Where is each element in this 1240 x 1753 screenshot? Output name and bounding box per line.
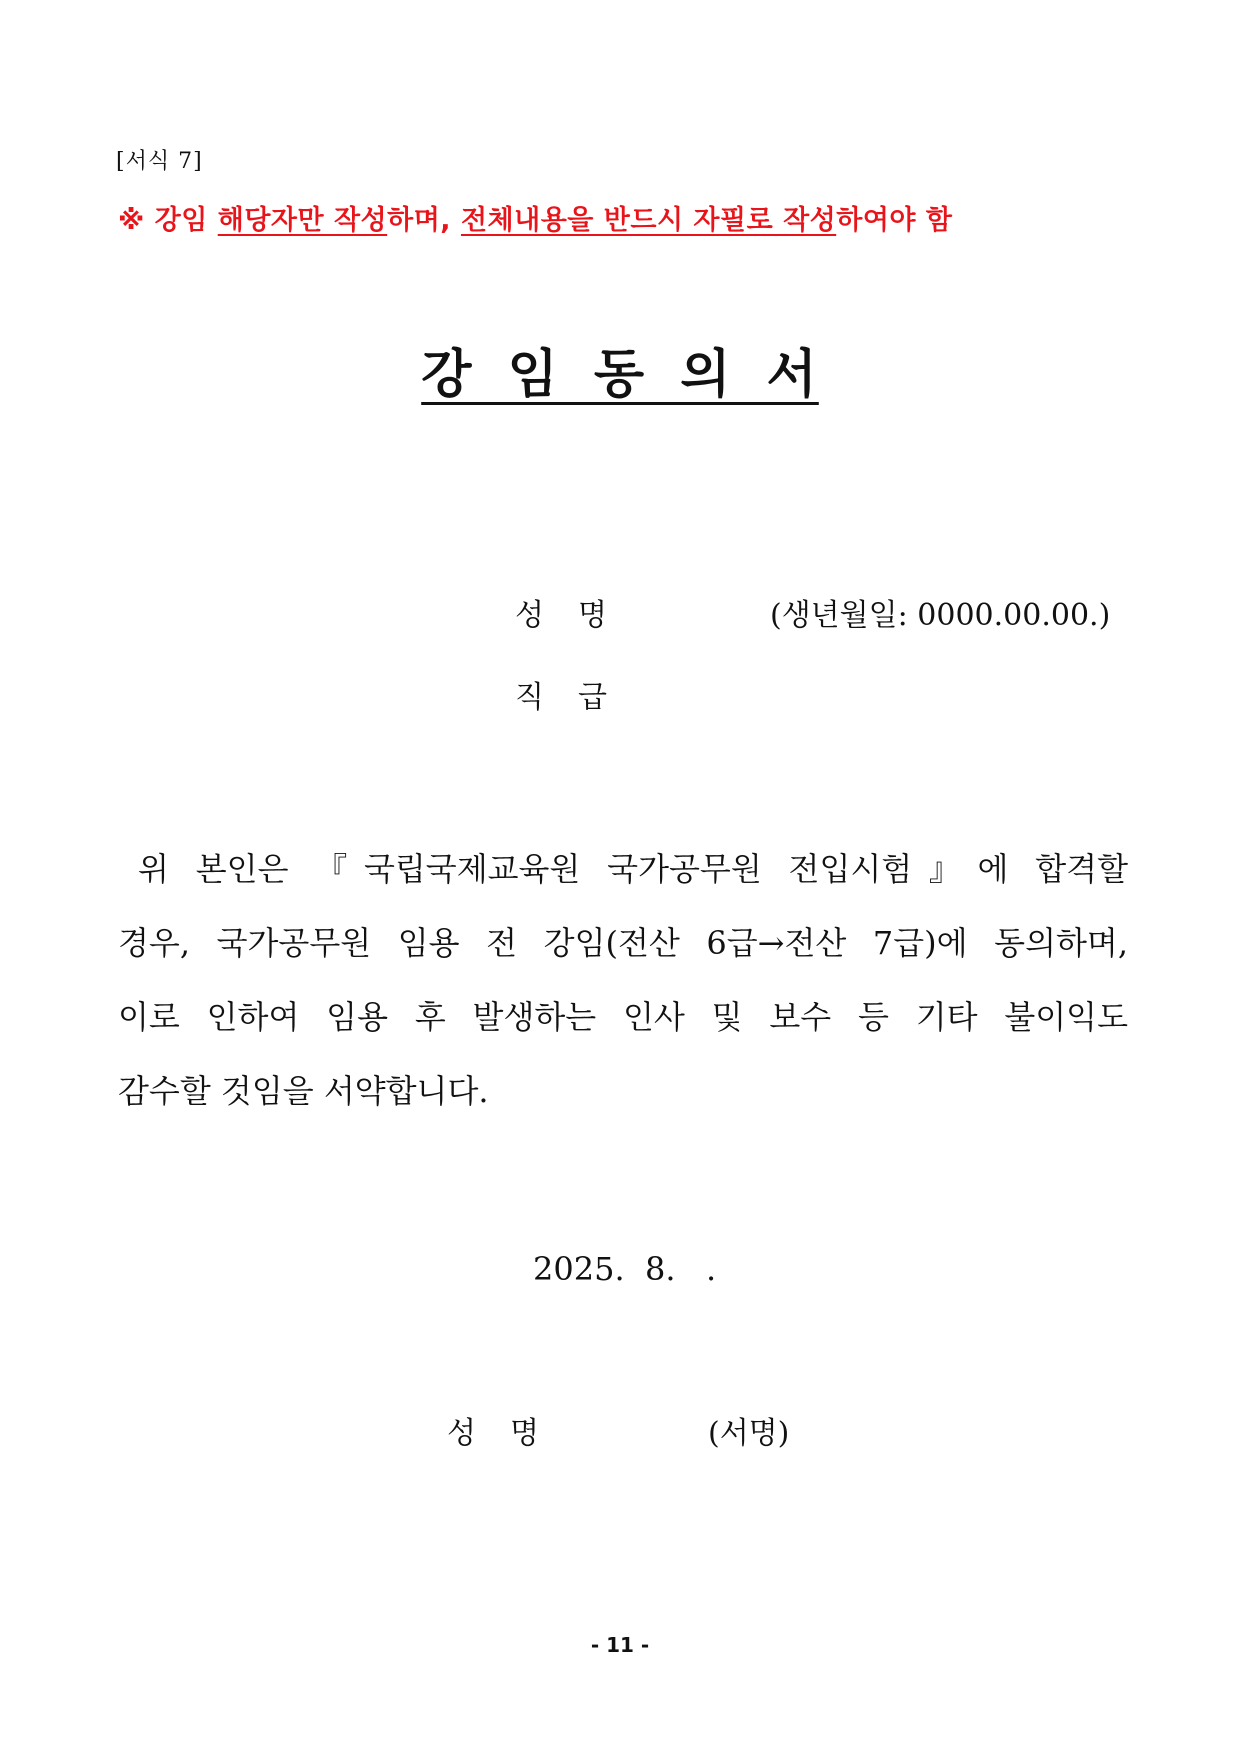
notice-text-3: 하며,	[387, 205, 452, 236]
statement-line-4: 감수할 것임을 서약합니다.	[118, 1072, 489, 1110]
rank-field-label: 직급	[515, 680, 641, 715]
notice-text-4: 전체내용을 반드시 자필로 작성	[460, 205, 837, 236]
statement-line-3: 이로 인하여 임용 후 발생하는 인사 및 보수 등 기타 불이익도	[118, 998, 1128, 1036]
document-title-wrapper	[0, 332, 1240, 407]
name-field-label: 성명	[515, 598, 641, 633]
statement-line-1: 위 본인은 『국립국제교육원 국가공무원 전입시험』에 합격할	[138, 850, 1128, 888]
birth-date-note: (생년월일: 0000.00.00.)	[770, 598, 1111, 633]
notice-mark: ※	[118, 205, 145, 236]
statement-line-2: 경우, 국가공무원 임용 전 강임(전산 6급→전산 7급)에 동의하며,	[118, 924, 1128, 962]
page-number: - 11 -	[590, 1633, 650, 1657]
form-label: [서식 7]	[116, 149, 203, 174]
date-line: 2025. 8. .	[533, 1250, 717, 1288]
notice-text-2: 해당자만 작성	[217, 205, 388, 236]
document-title: 강 임 동 의 서	[421, 345, 819, 405]
signature-note: (서명)	[708, 1416, 790, 1451]
notice-line	[118, 198, 952, 237]
signature-name-label: 성명	[447, 1416, 573, 1451]
notice-text-5: 하여야 함	[836, 205, 953, 236]
notice-text-1: 강임	[154, 205, 208, 236]
consent-statement	[118, 832, 1128, 1128]
